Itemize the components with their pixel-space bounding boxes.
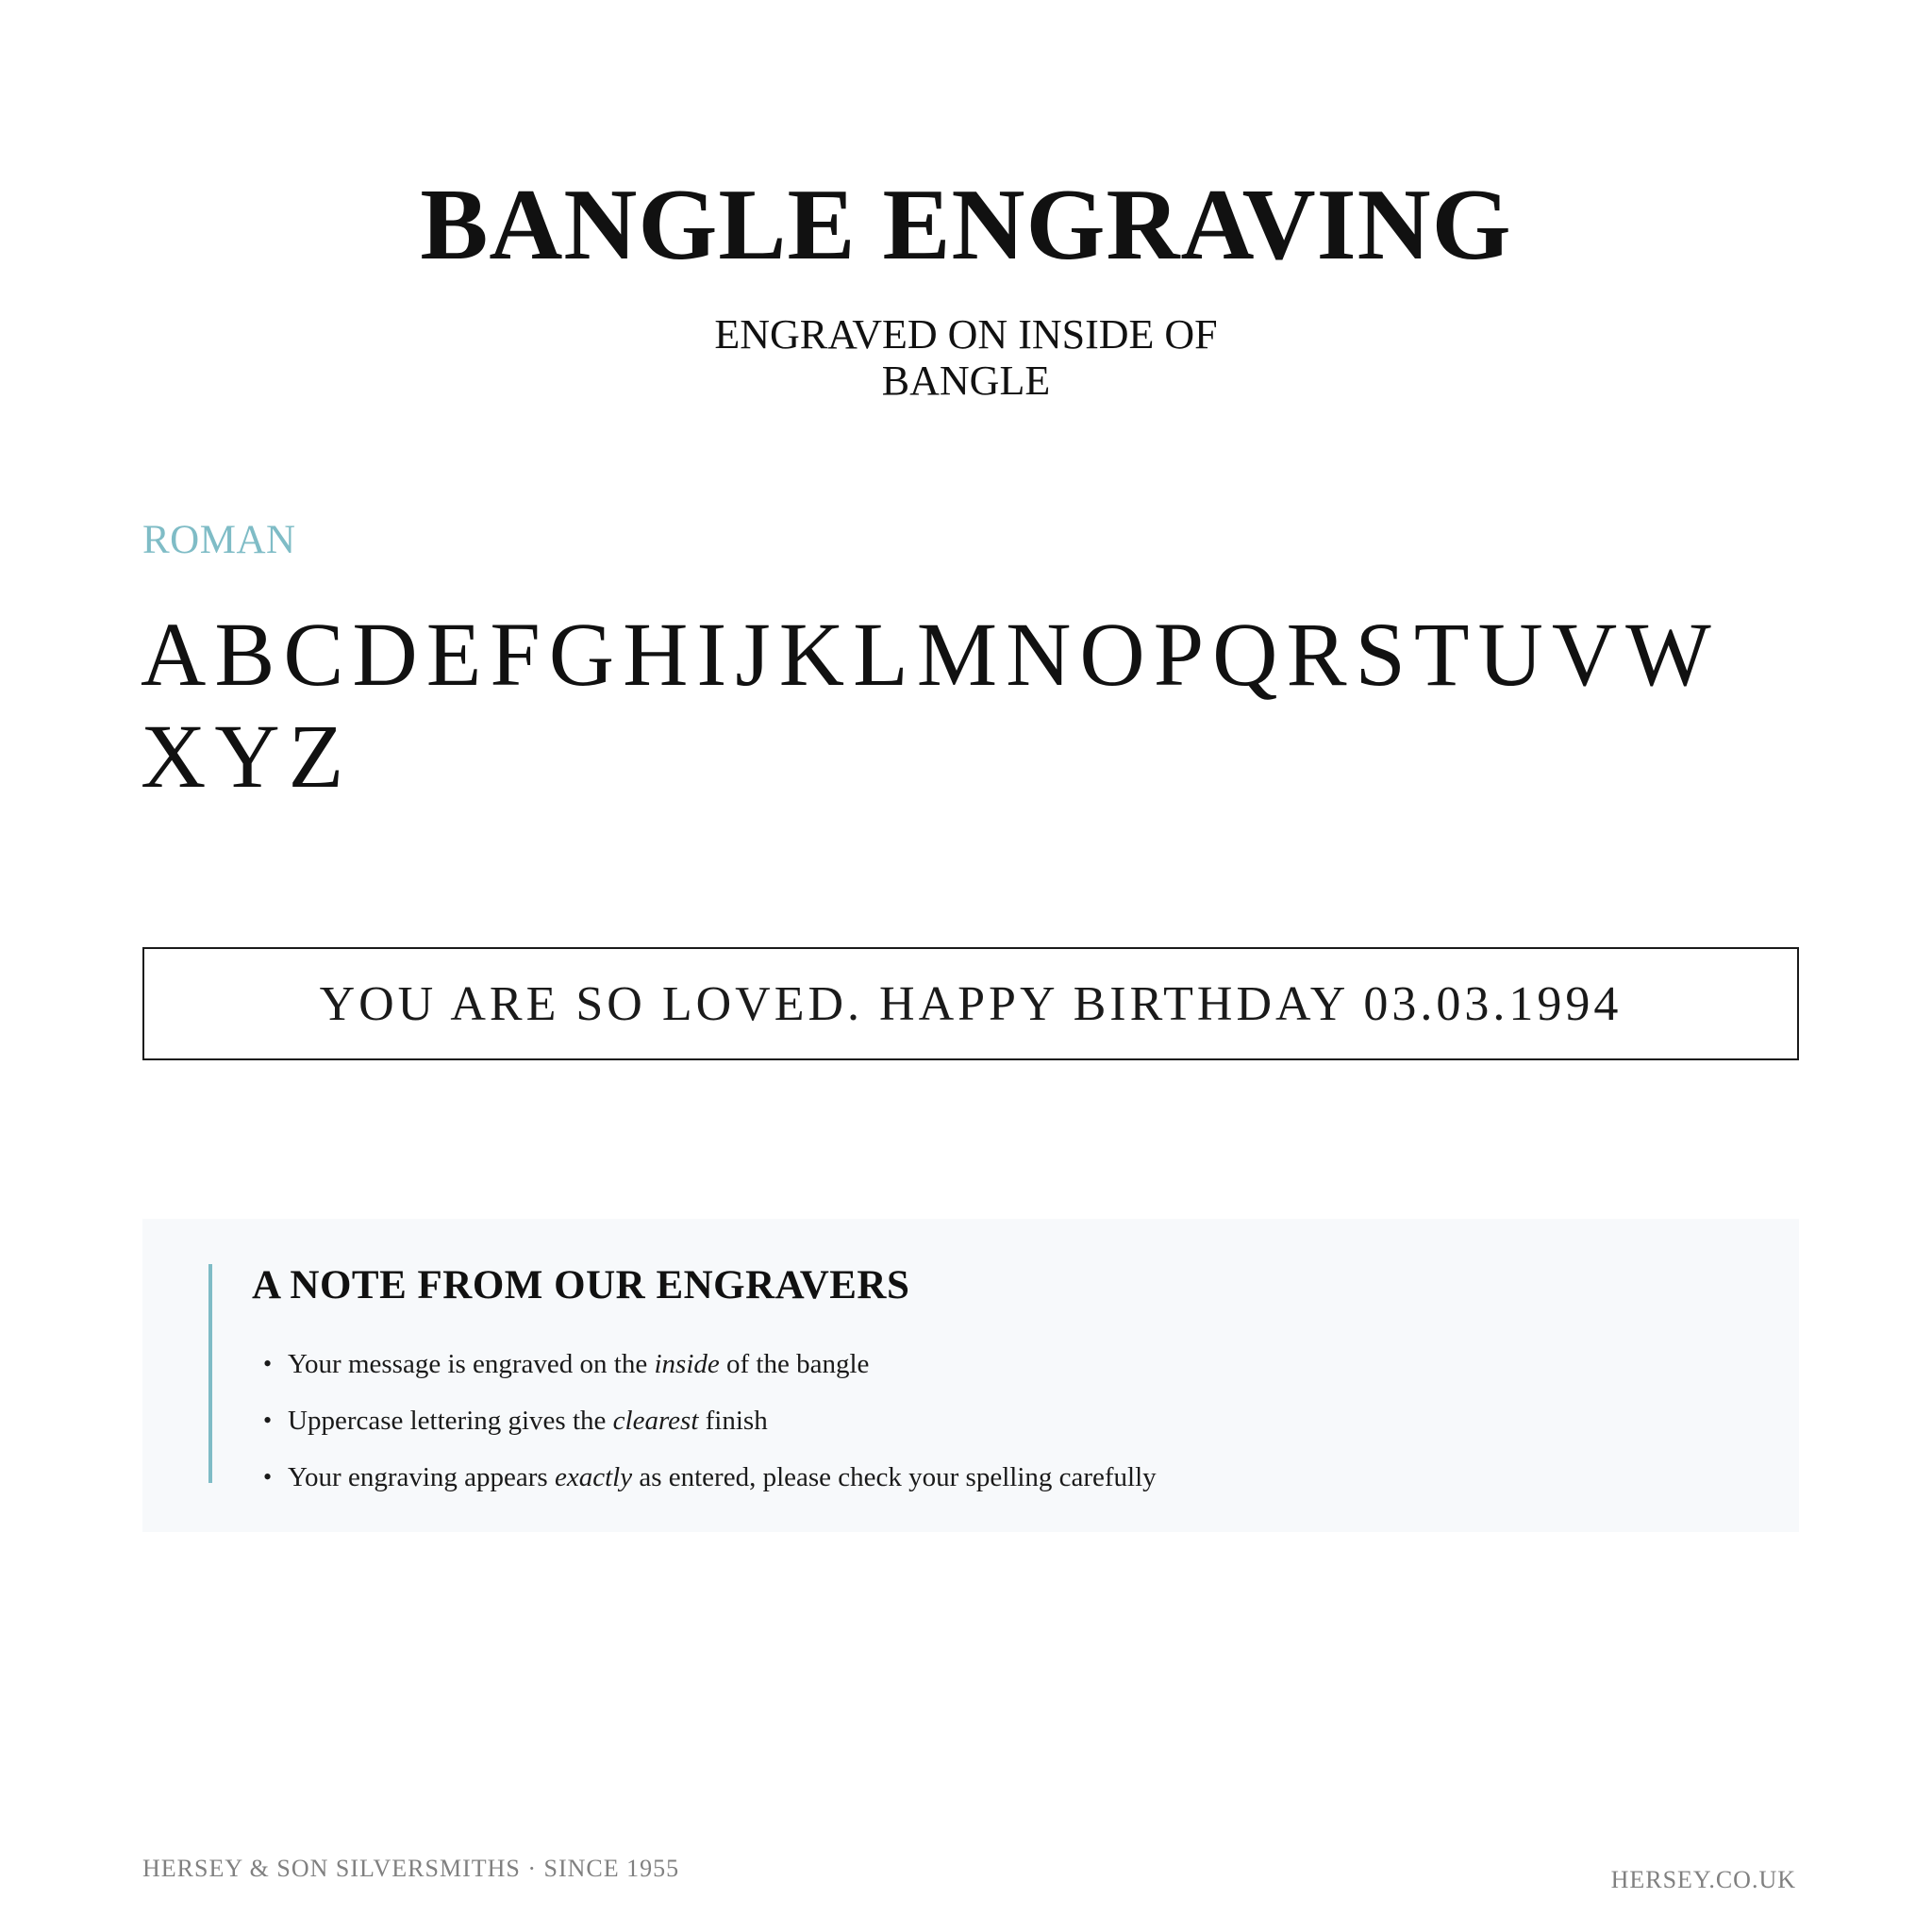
alphabet-sample: [141, 604, 1801, 808]
note-list: [263, 1336, 1157, 1506]
note-text: as entered, please check your spelling carefully: [632, 1462, 1157, 1492]
note-text: Your engraving appears: [288, 1462, 555, 1492]
note-emphasis: exactly: [554, 1462, 633, 1492]
note-text: of the bangle: [719, 1349, 870, 1379]
note-list-item: [263, 1449, 1157, 1506]
page-title: BANGLE ENGRAVING: [420, 169, 1512, 281]
footer-website-link[interactable]: HERSEY.CO.UK: [1610, 1866, 1796, 1893]
footer-brand: HERSEY & SON SILVERSMITHS · SINCE 1955: [142, 1855, 680, 1882]
page-subtitle: [0, 311, 1932, 405]
note-emphasis: clearest: [612, 1406, 699, 1436]
note-text: Uppercase lettering gives the: [288, 1406, 613, 1436]
subtitle-line-2: BANGLE: [881, 358, 1051, 405]
note-heading: A NOTE FROM OUR ENGRAVERS: [252, 1263, 910, 1307]
note-emphasis: inside: [654, 1349, 720, 1379]
alphabet-line-2: XYZ: [141, 706, 353, 807]
subtitle-line-1: ENGRAVED ON INSIDE OF: [714, 311, 1218, 358]
engraving-preview-text: YOU ARE SO LOVED. HAPPY BIRTHDAY 03.03.1994: [319, 976, 1623, 1031]
note-text: Your message is engraved on the: [288, 1349, 655, 1379]
alphabet-line-1: ABCDEFGHIJKLMNOPQRSTUVW: [141, 604, 1720, 705]
accent-bar: [208, 1264, 212, 1483]
note-list-item: [263, 1336, 1157, 1392]
note-list-item: [263, 1392, 1157, 1449]
font-style-label: ROMAN: [142, 518, 296, 562]
engravers-note-panel: [142, 1219, 1799, 1532]
engraving-preview-box: [142, 947, 1799, 1060]
note-text: finish: [698, 1406, 768, 1436]
